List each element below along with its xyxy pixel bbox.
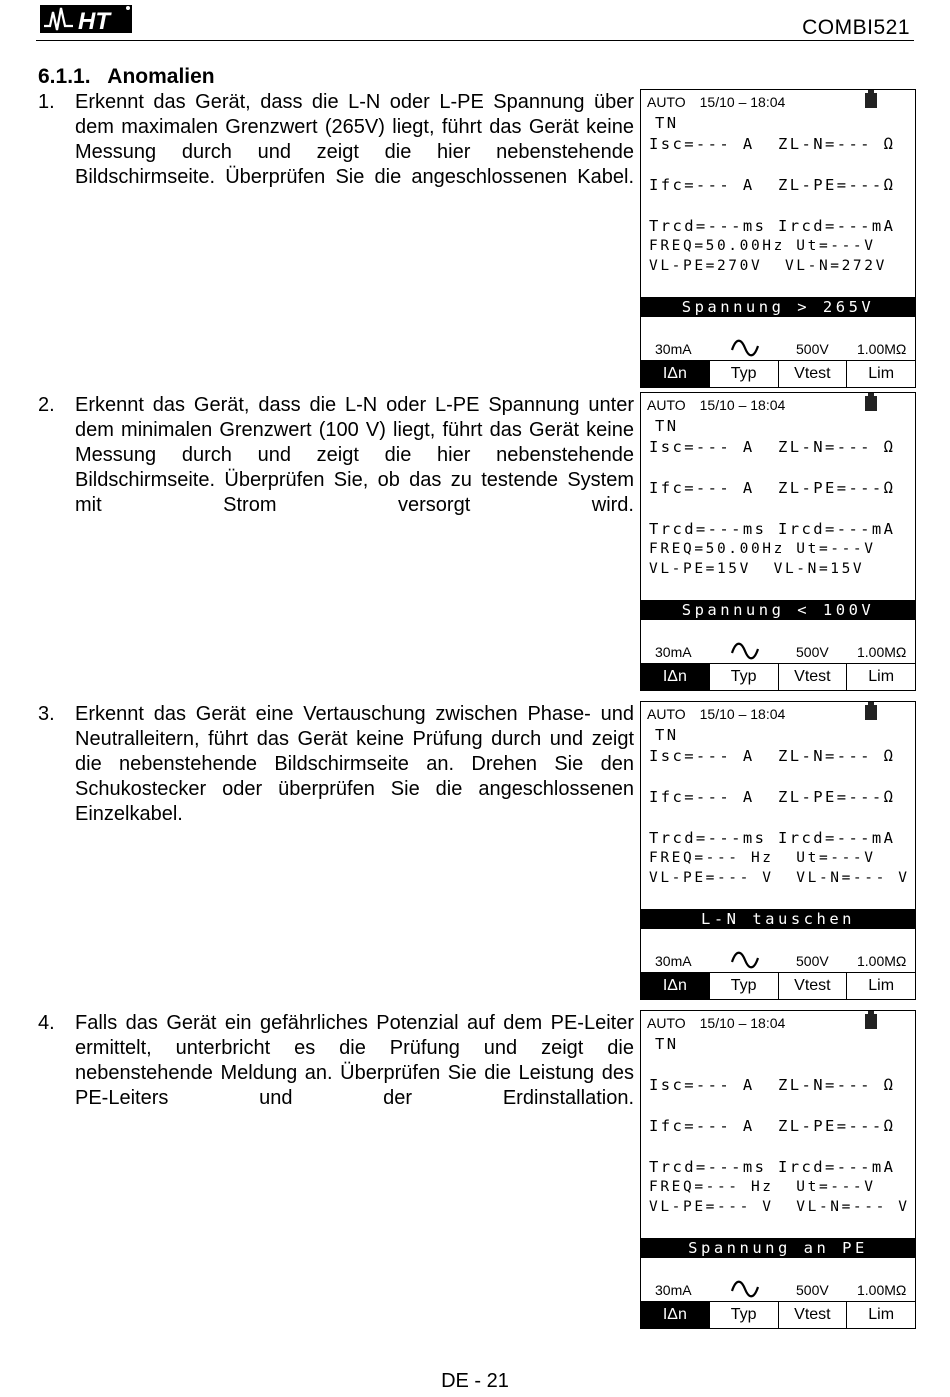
vtest-value: 500V xyxy=(796,341,829,357)
tab-idn[interactable]: IΔn xyxy=(641,664,709,690)
tab-idn[interactable]: IΔn xyxy=(641,361,709,387)
datetime: 15/10 – 18:04 xyxy=(699,1015,786,1031)
lim-value: 1.00MΩ xyxy=(857,1282,907,1298)
tab-vtest[interactable]: Vtest xyxy=(778,361,847,387)
logo-text: HT xyxy=(78,8,110,35)
current-value: 30mA xyxy=(655,953,692,969)
tab-typ[interactable]: Typ xyxy=(709,361,778,387)
item-text: Erkennt das Gerät, dass die L-N oder L-PE Spannung unter dem minimalen Grenzwert (100 V) liegt, führt das Gerät keine Messung durch und zeigt die hier nebenstehende Bildschirmseite. Überprüfen Sie, ob das zu testende System mit Strom versorgt wird. xyxy=(75,394,634,516)
current-value: 30mA xyxy=(655,341,692,357)
header-rule xyxy=(36,40,914,41)
page-number: DE - 21 xyxy=(441,1370,509,1392)
item-text: Erkennt das Gerät, dass die L-N oder L-PE Spannung über dem maximalen Grenzwert (265V) liegt, führt das Gerät keine Messung durch und zeigt die hier nebenstehende Bildschirmseite. Überprüfen Sie die angeschlossenen Kabel. xyxy=(75,91,634,188)
datetime: 15/10 – 18:04 xyxy=(699,94,786,110)
function-tabs xyxy=(641,663,915,690)
mode-label: AUTO xyxy=(647,397,686,413)
ac-wave-icon xyxy=(731,1279,759,1299)
tab-lim[interactable]: Lim xyxy=(846,973,915,999)
function-tabs xyxy=(641,972,915,999)
battery-icon xyxy=(865,93,877,108)
tab-idn[interactable]: IΔn xyxy=(641,1302,709,1328)
error-message: Spannung an PE xyxy=(641,1238,915,1258)
trcd-ircd-readout: Trcd=---ms Ircd=---mA xyxy=(649,520,896,538)
tab-idn[interactable]: IΔn xyxy=(641,973,709,999)
settings-values xyxy=(641,1279,915,1301)
isc-zln-readout: Isc=--- A ZL-N=--- Ω xyxy=(649,747,896,765)
mode-label: AUTO xyxy=(647,706,686,722)
screen-status xyxy=(647,706,785,722)
freq-ut-readout: FREQ=50.00Hz Ut=---V xyxy=(649,238,876,254)
datetime: 15/10 – 18:04 xyxy=(699,397,786,413)
mode-label: AUTO xyxy=(647,94,686,110)
screen-status xyxy=(647,1015,785,1031)
instrument-screen xyxy=(640,392,916,691)
datetime: 15/10 – 18:04 xyxy=(699,706,786,722)
instrument-screen xyxy=(640,701,916,1000)
section-heading xyxy=(38,65,215,89)
item-text: Falls das Gerät ein gefährliches Potenzial auf dem PE-Leiter ermittelt, unterbricht es die Prüfung und zeigt die nebenstehende Meldung an. Überprüfen Sie die Leistung des PE-Leiters und der Erdinstallation. xyxy=(75,1012,634,1109)
error-message: Spannung > 265V xyxy=(641,297,915,317)
isc-zln-readout: Isc=--- A ZL-N=--- Ω xyxy=(649,135,896,153)
ifc-zlpe-readout: Ifc=--- A ZL-PE=---Ω xyxy=(649,176,896,194)
ifc-zlpe-readout: Ifc=--- A ZL-PE=---Ω xyxy=(649,479,896,497)
voltage-readout: VL-PE=--- V VL-N=--- V xyxy=(649,870,910,886)
lim-value: 1.00MΩ xyxy=(857,644,907,660)
item-number: 4. xyxy=(38,1012,55,1034)
item-number: 1. xyxy=(38,91,55,113)
item-number: 3. xyxy=(38,703,55,725)
ifc-zlpe-readout: Ifc=--- A ZL-PE=---Ω xyxy=(649,788,896,806)
vtest-value: 500V xyxy=(796,953,829,969)
tab-typ[interactable]: Typ xyxy=(709,1302,778,1328)
screen-status xyxy=(647,397,785,413)
isc-zln-readout: Isc=--- A ZL-N=--- Ω xyxy=(649,438,896,456)
error-message: L-N tauschen xyxy=(641,909,915,929)
lim-value: 1.00MΩ xyxy=(857,953,907,969)
list-item xyxy=(38,90,634,215)
freq-ut-readout: FREQ=--- Hz Ut=---V xyxy=(649,850,876,866)
voltage-readout: VL-PE=--- V VL-N=--- V xyxy=(649,1199,910,1215)
trcd-ircd-readout: Trcd=---ms Ircd=---mA xyxy=(649,217,896,235)
vtest-value: 500V xyxy=(796,644,829,660)
tab-lim[interactable]: Lim xyxy=(846,361,915,387)
tab-vtest[interactable]: Vtest xyxy=(778,664,847,690)
ac-wave-icon xyxy=(731,950,759,970)
ifc-zlpe-readout: Ifc=--- A ZL-PE=---Ω xyxy=(649,1117,896,1135)
tab-lim[interactable]: Lim xyxy=(846,1302,915,1328)
current-value: 30mA xyxy=(655,1282,692,1298)
settings-values xyxy=(641,950,915,972)
instrument-screen xyxy=(640,89,916,388)
freq-ut-readout: FREQ=50.00Hz Ut=---V xyxy=(649,541,876,557)
vtest-value: 500V xyxy=(796,1282,829,1298)
trcd-ircd-readout: Trcd=---ms Ircd=---mA xyxy=(649,1158,896,1176)
trcd-ircd-readout: Trcd=---ms Ircd=---mA xyxy=(649,829,896,847)
section-number: 6.1.1. xyxy=(38,65,91,88)
current-value: 30mA xyxy=(655,644,692,660)
battery-icon xyxy=(865,705,877,720)
model-name: COMBI521 xyxy=(802,16,910,39)
battery-icon xyxy=(865,396,877,411)
freq-ut-readout: FREQ=--- Hz Ut=---V xyxy=(649,1179,876,1195)
mode-label: AUTO xyxy=(647,1015,686,1031)
system-type: TN xyxy=(655,726,679,744)
tab-vtest[interactable]: Vtest xyxy=(778,1302,847,1328)
list-item xyxy=(38,1011,634,1136)
ac-wave-icon xyxy=(731,338,759,358)
tab-vtest[interactable]: Vtest xyxy=(778,973,847,999)
tab-lim[interactable]: Lim xyxy=(846,664,915,690)
function-tabs xyxy=(641,360,915,387)
instrument-screen xyxy=(640,1010,916,1329)
settings-values xyxy=(641,338,915,360)
ac-wave-icon xyxy=(731,641,759,661)
screen-status xyxy=(647,94,785,110)
battery-icon xyxy=(865,1014,877,1029)
tab-typ[interactable]: Typ xyxy=(709,664,778,690)
item-text: Erkennt das Gerät eine Vertauschung zwischen Phase- und Neutralleitern, führt das Gerät keine Prüfung durch und zeigt die nebenstehende Bildschirmseite an. Drehen Sie den Schukostecker oder überprüfen Sie die angeschlossenen Einzelkabel. xyxy=(75,703,634,825)
list-item xyxy=(38,702,634,852)
list-item xyxy=(38,393,634,543)
item-number: 2. xyxy=(38,394,55,416)
system-type: TN xyxy=(655,114,679,132)
ht-logo xyxy=(40,2,132,36)
section-title: Anomalien xyxy=(107,65,215,88)
isc-zln-readout: Isc=--- A ZL-N=--- Ω xyxy=(649,1076,896,1094)
system-type: TN xyxy=(655,417,679,435)
tab-typ[interactable]: Typ xyxy=(709,973,778,999)
voltage-readout: VL-PE=270V VL-N=272V xyxy=(649,258,887,274)
voltage-readout: VL-PE=15V VL-N=15V xyxy=(649,561,865,577)
lim-value: 1.00MΩ xyxy=(857,341,907,357)
error-message: Spannung < 100V xyxy=(641,600,915,620)
system-type: TN xyxy=(655,1035,679,1053)
settings-values xyxy=(641,641,915,663)
function-tabs xyxy=(641,1301,915,1328)
